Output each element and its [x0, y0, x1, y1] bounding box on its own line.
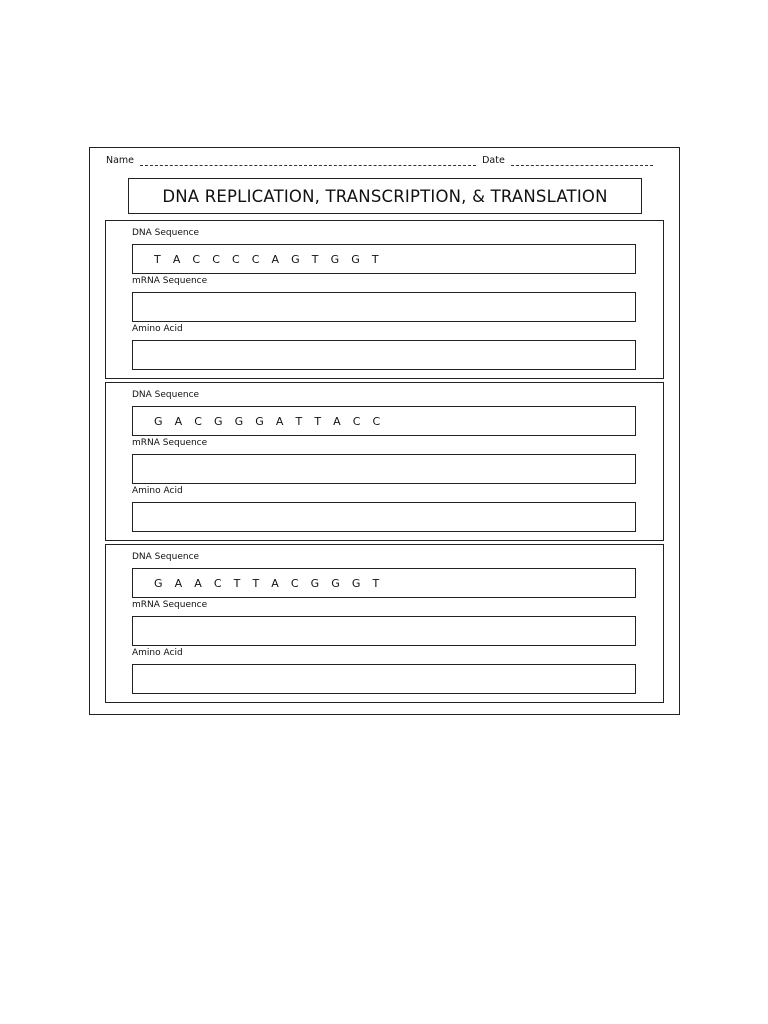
amino-acid-label: Amino Acid	[132, 648, 183, 658]
dna-sequence-box[interactable]: G A C G G G A T T A C C	[132, 406, 636, 436]
mrna-sequence-box[interactable]	[132, 454, 636, 484]
dna-sequence-box[interactable]: T A C C C C A G T G G T	[132, 244, 636, 274]
amino-acid-label: Amino Acid	[132, 486, 183, 496]
mrna-sequence-box[interactable]	[132, 616, 636, 646]
dna-sequence-label: DNA Sequence	[132, 228, 200, 238]
date-field[interactable]	[511, 157, 653, 166]
sequence-section-3	[105, 544, 664, 703]
sequence-section-2	[105, 382, 664, 541]
worksheet	[89, 147, 680, 715]
name-field[interactable]	[140, 157, 476, 166]
amino-acid-box[interactable]	[132, 502, 636, 532]
mrna-sequence-label: mRNA Sequence	[132, 438, 208, 448]
amino-acid-box[interactable]	[132, 664, 636, 694]
amino-acid-label: Amino Acid	[132, 324, 183, 334]
name-label: Name	[106, 155, 135, 166]
header-row	[106, 155, 665, 169]
mrna-sequence-label: mRNA Sequence	[132, 276, 208, 286]
page-title: DNA REPLICATION, TRANSCRIPTION, & TRANSLATION	[162, 186, 608, 206]
mrna-sequence-box[interactable]	[132, 292, 636, 322]
dna-sequence-label: DNA Sequence	[132, 390, 200, 400]
mrna-sequence-label: mRNA Sequence	[132, 600, 208, 610]
date-label: Date	[482, 155, 505, 166]
sequence-section-1	[105, 220, 664, 379]
amino-acid-box[interactable]	[132, 340, 636, 370]
title-box	[128, 178, 642, 214]
dna-sequence-box[interactable]: G A A C T T A C G G G T	[132, 568, 636, 598]
dna-sequence-label: DNA Sequence	[132, 552, 200, 562]
